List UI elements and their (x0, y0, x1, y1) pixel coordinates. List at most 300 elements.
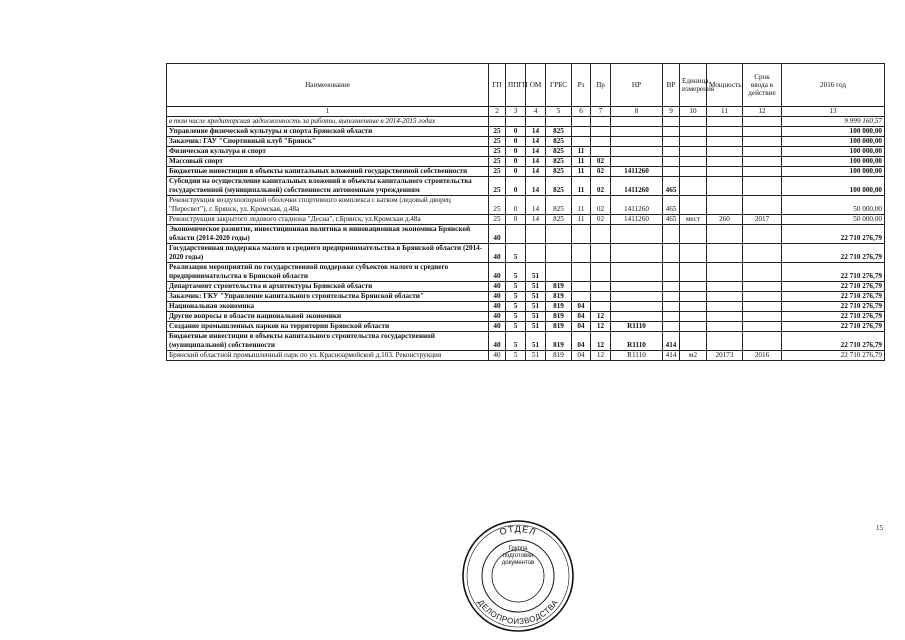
cell-grbs: 825 (546, 167, 572, 177)
cell-grbs: 819 (546, 282, 572, 292)
cell-nr: 1411260 (611, 167, 663, 177)
cell-vr (663, 312, 680, 322)
table-row (167, 263, 885, 282)
cell-om: 14 (526, 137, 546, 147)
cell-unit (680, 127, 707, 137)
cell-nr (611, 263, 663, 282)
cell-gp: 40 (489, 292, 506, 302)
cell-grbs: 825 (546, 177, 572, 196)
cell-ppgp: 0 (506, 196, 526, 215)
cell-term (743, 117, 782, 127)
cell-vr (663, 147, 680, 157)
cell-ppgp: 5 (506, 302, 526, 312)
cell-vr (663, 117, 680, 127)
cell-om: 51 (526, 282, 546, 292)
cell-pr (591, 137, 611, 147)
column-number: 3 (506, 107, 526, 117)
cell-power (707, 312, 743, 322)
page-number: 15 (876, 524, 883, 532)
column-number: 9 (663, 107, 680, 117)
header-power: Мощность (707, 64, 743, 107)
cell-ppgp: 5 (506, 244, 526, 263)
table-row (167, 312, 885, 322)
cell-unit (680, 263, 707, 282)
cell-nr: 1411260 (611, 177, 663, 196)
cell-om: 14 (526, 167, 546, 177)
header-pr: Пр (591, 64, 611, 107)
cell-gp: 25 (489, 127, 506, 137)
table-row (167, 127, 885, 137)
cell-amount: 100 000,00 (782, 127, 885, 137)
cell-vr: 414 (663, 332, 680, 351)
cell-gp: 25 (489, 215, 506, 225)
cell-gp: 40 (489, 244, 506, 263)
cell-pr: 02 (591, 215, 611, 225)
cell-unit (680, 177, 707, 196)
cell-amount: 22 710 276,79 (782, 282, 885, 292)
cell-nr: R1110 (611, 351, 663, 361)
cell-vr (663, 282, 680, 292)
cell-term (743, 167, 782, 177)
cell-ppgp: 5 (506, 282, 526, 292)
cell-unit (680, 332, 707, 351)
table-row (167, 302, 885, 312)
cell-ppgp: 0 (506, 177, 526, 196)
cell-name: Заказчик: ГКУ "Управление капитального строительства Брянской области" (167, 292, 489, 302)
header-ppgp: ППГП (506, 64, 526, 107)
cell-amount: 22 710 276,79 (782, 225, 885, 244)
cell-term (743, 137, 782, 147)
cell-om: 14 (526, 157, 546, 167)
cell-pr: 02 (591, 167, 611, 177)
cell-ppgp: 0 (506, 157, 526, 167)
cell-grbs: 819 (546, 351, 572, 361)
table-body (167, 117, 885, 361)
cell-nr: R1110 (611, 332, 663, 351)
cell-rz: 04 (572, 312, 591, 322)
cell-power (707, 302, 743, 312)
cell-pr (591, 302, 611, 312)
stamp-line: подготовки (502, 553, 534, 559)
cell-vr (663, 244, 680, 263)
cell-unit (680, 225, 707, 244)
cell-nr (611, 157, 663, 167)
cell-nr (611, 147, 663, 157)
cell-grbs: 819 (546, 302, 572, 312)
cell-name: Субсидии на осуществление капитальных вложений в объекты капитального строительства государственной (муниципальной) собственности автономным учреждениям (167, 177, 489, 196)
cell-rz: 04 (572, 302, 591, 312)
table-row (167, 332, 885, 351)
cell-ppgp: 0 (506, 147, 526, 157)
cell-pr (591, 127, 611, 137)
cell-om: 14 (526, 127, 546, 137)
cell-rz (572, 263, 591, 282)
cell-power (707, 167, 743, 177)
header-vr: ВР (663, 64, 680, 107)
cell-om: 14 (526, 147, 546, 157)
cell-power (707, 263, 743, 282)
cell-nr: 1411260 (611, 196, 663, 215)
header-om: ОМ (526, 64, 546, 107)
cell-name: Экономическое развитие, инвестиционная политика и инновационная экономика Брянской области (2014-2020 годы) (167, 225, 489, 244)
cell-term: 2016 (743, 351, 782, 361)
cell-amount: 22 710 276,79 (782, 312, 885, 322)
cell-nr: 1411260 (611, 215, 663, 225)
cell-om: 14 (526, 196, 546, 215)
cell-nr (611, 137, 663, 147)
cell-rz: 11 (572, 147, 591, 157)
cell-unit (680, 167, 707, 177)
cell-om: 51 (526, 332, 546, 351)
table-row (167, 196, 885, 215)
stamp-line: документов (501, 560, 535, 566)
cell-power (707, 127, 743, 137)
cell-nr (611, 312, 663, 322)
cell-vr (663, 127, 680, 137)
table-row (167, 137, 885, 147)
cell-om (526, 117, 546, 127)
cell-power (707, 157, 743, 167)
round-stamp-seal (456, 514, 580, 632)
cell-power (707, 244, 743, 263)
cell-om (526, 244, 546, 263)
cell-unit (680, 282, 707, 292)
cell-unit (680, 302, 707, 312)
column-number: 7 (591, 107, 611, 117)
cell-gp (489, 117, 506, 127)
cell-term (743, 312, 782, 322)
cell-amount: 9 999 160,57 (782, 117, 885, 127)
cell-name: Создание промышленных парков на территории Брянской области (167, 322, 489, 332)
cell-amount: 50 000,00 (782, 215, 885, 225)
cell-gp: 40 (489, 225, 506, 244)
header-rz: Рз (572, 64, 591, 107)
cell-gp: 25 (489, 157, 506, 167)
cell-power (707, 322, 743, 332)
cell-rz: 04 (572, 332, 591, 351)
cell-grbs (546, 263, 572, 282)
cell-nr: R1110 (611, 322, 663, 332)
cell-amount: 22 710 276,79 (782, 244, 885, 263)
cell-pr (591, 117, 611, 127)
cell-om: 51 (526, 312, 546, 322)
cell-rz: 11 (572, 215, 591, 225)
cell-unit (680, 137, 707, 147)
cell-ppgp: 0 (506, 215, 526, 225)
table-row (167, 147, 885, 157)
cell-vr (663, 292, 680, 302)
cell-grbs: 825 (546, 127, 572, 137)
cell-amount: 50 000,00 (782, 196, 885, 215)
cell-unit (680, 312, 707, 322)
cell-rz: 11 (572, 196, 591, 215)
cell-power (707, 196, 743, 215)
cell-pr: 02 (591, 177, 611, 196)
cell-gp: 25 (489, 137, 506, 147)
cell-unit: м2 (680, 351, 707, 361)
cell-ppgp: 0 (506, 167, 526, 177)
cell-amount: 22 710 276,79 (782, 332, 885, 351)
cell-gp: 25 (489, 177, 506, 196)
cell-rz: 04 (572, 322, 591, 332)
cell-unit (680, 147, 707, 157)
cell-gp: 40 (489, 332, 506, 351)
cell-name: Массовый спорт (167, 157, 489, 167)
cell-rz: 04 (572, 351, 591, 361)
cell-nr (611, 302, 663, 312)
cell-amount: 100 000,00 (782, 137, 885, 147)
cell-power (707, 282, 743, 292)
column-number: 6 (572, 107, 591, 117)
cell-term (743, 225, 782, 244)
cell-grbs: 819 (546, 312, 572, 322)
cell-vr: 465 (663, 177, 680, 196)
column-number: 11 (707, 107, 743, 117)
header-nr: НР (611, 64, 663, 107)
cell-nr (611, 292, 663, 302)
svg-text:ОТДЕЛ: ОТДЕЛ (498, 523, 538, 538)
cell-unit: мест (680, 215, 707, 225)
cell-unit (680, 117, 707, 127)
cell-rz (572, 244, 591, 263)
cell-pr: 12 (591, 322, 611, 332)
cell-gp: 40 (489, 351, 506, 361)
cell-om (526, 225, 546, 244)
table-row (167, 215, 885, 225)
column-number: 8 (611, 107, 663, 117)
cell-ppgp: 5 (506, 292, 526, 302)
cell-rz (572, 225, 591, 244)
cell-rz (572, 292, 591, 302)
table-row (167, 167, 885, 177)
cell-om: 51 (526, 351, 546, 361)
cell-amount: 22 710 276,79 (782, 263, 885, 282)
cell-name: Реконструкция закрытого ледового стадиона "Десна", г.Брянск, ул.Кромская д.48а (167, 215, 489, 225)
cell-power (707, 117, 743, 127)
cell-rz (572, 137, 591, 147)
cell-vr (663, 225, 680, 244)
column-number: 10 (680, 107, 707, 117)
table-row (167, 117, 885, 127)
cell-pr (591, 225, 611, 244)
cell-power (707, 137, 743, 147)
cell-name: Бюджетные инвестиции в объекты капитальных вложений государственной собственности (167, 167, 489, 177)
cell-grbs: 819 (546, 322, 572, 332)
column-number: 4 (526, 107, 546, 117)
cell-grbs: 825 (546, 137, 572, 147)
cell-term (743, 322, 782, 332)
cell-pr: 02 (591, 196, 611, 215)
header-unit: Единица измерения (680, 64, 707, 107)
cell-nr (611, 244, 663, 263)
cell-pr: 12 (591, 332, 611, 351)
cell-pr (591, 244, 611, 263)
cell-nr (611, 117, 663, 127)
table-row (167, 177, 885, 196)
cell-ppgp: 5 (506, 312, 526, 322)
cell-grbs: 819 (546, 292, 572, 302)
table-row (167, 282, 885, 292)
cell-pr (591, 263, 611, 282)
cell-vr: 465 (663, 215, 680, 225)
cell-gp: 40 (489, 322, 506, 332)
cell-ppgp (506, 117, 526, 127)
header-term: Срок ввода в действие (743, 64, 782, 107)
column-number: 13 (782, 107, 885, 117)
column-number: 2 (489, 107, 506, 117)
cell-term (743, 244, 782, 263)
cell-om: 14 (526, 177, 546, 196)
stamp-center-text (488, 546, 548, 567)
cell-rz (572, 127, 591, 137)
cell-vr (663, 157, 680, 167)
cell-vr (663, 302, 680, 312)
cell-term (743, 157, 782, 167)
cell-grbs (546, 244, 572, 263)
cell-gp: 40 (489, 282, 506, 292)
cell-grbs: 825 (546, 196, 572, 215)
cell-unit (680, 322, 707, 332)
cell-term (743, 147, 782, 157)
cell-rz: 11 (572, 157, 591, 167)
cell-unit (680, 244, 707, 263)
cell-grbs (546, 225, 572, 244)
cell-rz (572, 117, 591, 127)
cell-amount: 22 710 276,79 (782, 322, 885, 332)
cell-grbs (546, 117, 572, 127)
cell-unit (680, 157, 707, 167)
cell-rz: 11 (572, 167, 591, 177)
cell-name: Департамент строительства и архитектуры Брянской области (167, 282, 489, 292)
cell-name: Бюджетные инвестиции в объекты капитального строительства государственной (муниципальной) собственности (167, 332, 489, 351)
cell-pr (591, 292, 611, 302)
cell-ppgp: 0 (506, 137, 526, 147)
cell-ppgp: 0 (506, 127, 526, 137)
cell-pr: 02 (591, 157, 611, 167)
header-amount: 2016 год (782, 64, 885, 107)
cell-vr: 465 (663, 196, 680, 215)
cell-gp: 25 (489, 167, 506, 177)
cell-nr (611, 225, 663, 244)
cell-om: 51 (526, 322, 546, 332)
cell-power: 260 (707, 215, 743, 225)
cell-amount: 100 000,00 (782, 167, 885, 177)
cell-pr (591, 147, 611, 157)
cell-term (743, 302, 782, 312)
cell-amount: 100 000,00 (782, 147, 885, 157)
svg-text:ДЕЛОПРОИЗВОДСТВА: ДЕЛОПРОИЗВОДСТВА (476, 598, 560, 627)
header-row (167, 64, 885, 107)
cell-ppgp (506, 225, 526, 244)
cell-name: Реализация мероприятий по государственной поддержке субъектов малого и среднего предпринимательства в Брянской области (167, 263, 489, 282)
cell-om: 51 (526, 263, 546, 282)
cell-term (743, 292, 782, 302)
cell-om: 14 (526, 215, 546, 225)
cell-term (743, 282, 782, 292)
cell-power (707, 292, 743, 302)
cell-amount: 100 000,00 (782, 157, 885, 167)
cell-name: Брянский областной промышленный парк по ул. Красноармейской д.103. Реконструкция (167, 351, 489, 361)
cell-term (743, 263, 782, 282)
cell-amount: 22 710 276,79 (782, 292, 885, 302)
cell-gp: 40 (489, 263, 506, 282)
cell-term (743, 127, 782, 137)
header-gp: ГП (489, 64, 506, 107)
table-row (167, 322, 885, 332)
cell-grbs: 825 (546, 157, 572, 167)
cell-power (707, 147, 743, 157)
cell-ppgp: 5 (506, 332, 526, 351)
column-number-row (167, 107, 885, 117)
cell-ppgp: 5 (506, 322, 526, 332)
table-row (167, 225, 885, 244)
cell-name: Управление физической культуры и спорта Брянской области (167, 127, 489, 137)
cell-amount: 22 710 276,79 (782, 351, 885, 361)
column-number: 5 (546, 107, 572, 117)
cell-om: 51 (526, 302, 546, 312)
cell-pr (591, 282, 611, 292)
cell-vr (663, 322, 680, 332)
cell-om: 51 (526, 292, 546, 302)
header-grbs: ГРБС (546, 64, 572, 107)
cell-power (707, 332, 743, 351)
cell-unit (680, 196, 707, 215)
header-name: Наименование (167, 64, 489, 107)
cell-pr: 12 (591, 312, 611, 322)
cell-nr (611, 282, 663, 292)
cell-grbs: 825 (546, 147, 572, 157)
cell-name: Другие вопросы в области национальной экономики (167, 312, 489, 322)
cell-vr (663, 167, 680, 177)
cell-power: 20173 (707, 351, 743, 361)
cell-unit (680, 292, 707, 302)
cell-vr (663, 137, 680, 147)
cell-rz: 11 (572, 177, 591, 196)
cell-grbs: 825 (546, 215, 572, 225)
cell-term (743, 177, 782, 196)
cell-term (743, 196, 782, 215)
cell-gp: 40 (489, 312, 506, 322)
cell-name: Физическая культура и спорт (167, 147, 489, 157)
cell-name: Национальная экономика (167, 302, 489, 312)
table-row (167, 351, 885, 361)
cell-name: в том числе кредиторская задолженность за работы, выполненные в 2014-2015 годах (167, 117, 489, 127)
cell-amount: 100 000,00 (782, 177, 885, 196)
table-row (167, 292, 885, 302)
cell-name: Заказчик: ГАУ "Спортивный клуб "Брянск" (167, 137, 489, 147)
cell-nr (611, 127, 663, 137)
cell-vr: 414 (663, 351, 680, 361)
cell-power (707, 177, 743, 196)
cell-term (743, 332, 782, 351)
table-row (167, 244, 885, 263)
cell-gp: 25 (489, 147, 506, 157)
cell-ppgp: 5 (506, 351, 526, 361)
column-number: 1 (167, 107, 489, 117)
cell-pr: 12 (591, 351, 611, 361)
cell-gp: 40 (489, 302, 506, 312)
cell-name: Реконструкция воздухоопорной оболочки спортивного комплекса с катком (ледовый дворец "Пересвет"), г. Брянск, ул. Кромская, д.48а (167, 196, 489, 215)
cell-name: Государственная поддержка малого и среднего предпринимательства в Брянской области (2014-2020 годы) (167, 244, 489, 263)
cell-grbs: 819 (546, 332, 572, 351)
cell-gp: 25 (489, 196, 506, 215)
budget-table (166, 63, 885, 361)
table-row (167, 157, 885, 167)
cell-vr (663, 263, 680, 282)
cell-power (707, 225, 743, 244)
column-number: 12 (743, 107, 782, 117)
cell-term: 2017 (743, 215, 782, 225)
